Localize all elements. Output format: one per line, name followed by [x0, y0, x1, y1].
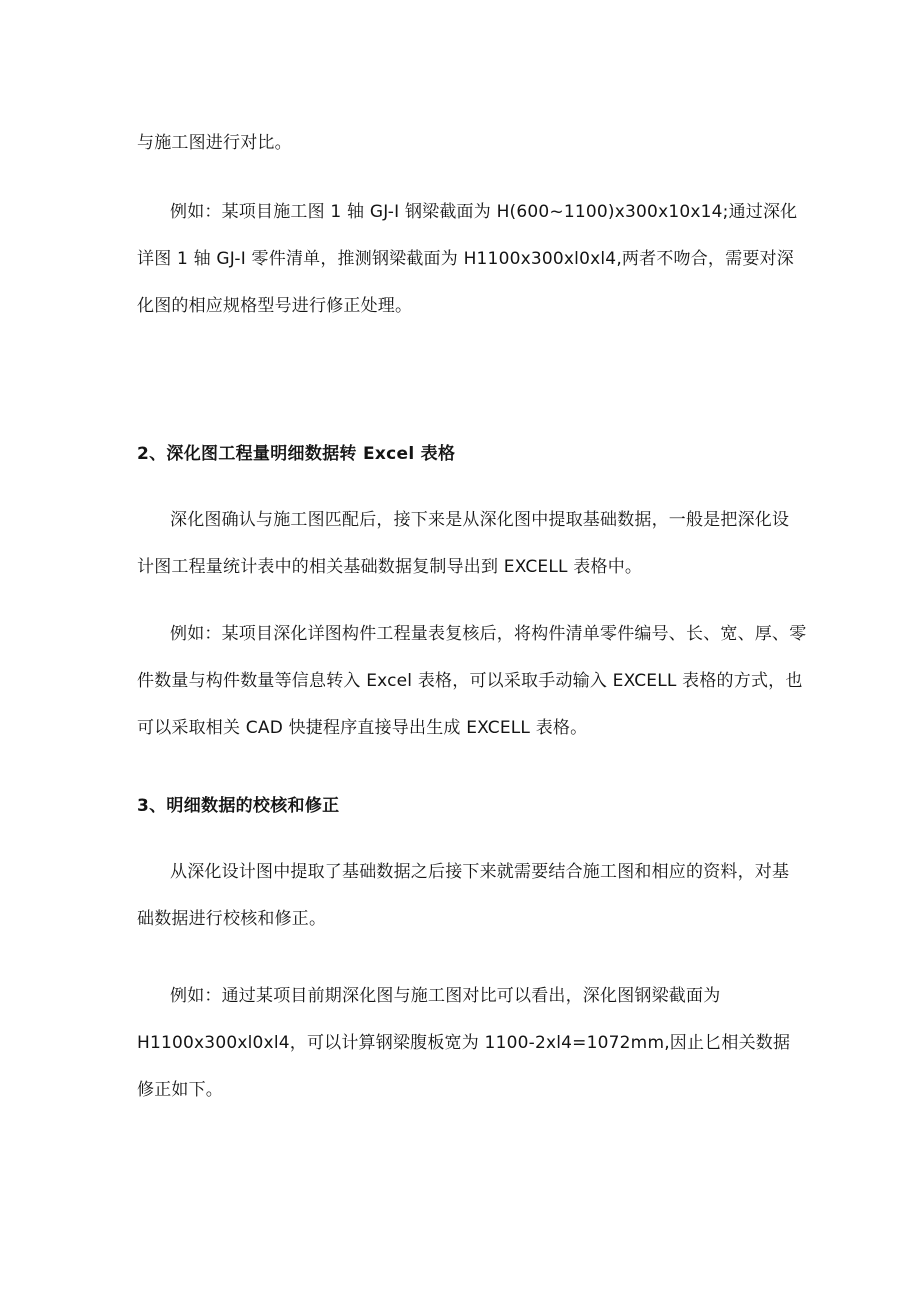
text-line: 从深化设计图中提取了基础数据之后接下来就需要结合施工图和相应的资料，对基	[170, 862, 790, 882]
section-heading: 2、深化图工程量明细数据转 Excel 表格	[137, 444, 456, 464]
text-line: 修正如下。	[137, 1080, 223, 1100]
text-line: 础数据进行校核和修正。	[137, 909, 327, 929]
text-line: 例如：某项目深化详图构件工程量表复核后，将构件清单零件编号、长、宽、厚、零	[170, 624, 807, 644]
text-line: 例如：某项目施工图 1 轴 GJ-I 钢梁截面为 H(600~1100)x300x10x14;通过深化	[170, 202, 798, 222]
text-line: 深化图确认与施工图匹配后，接下来是从深化图中提取基础数据，一般是把深化设	[170, 510, 790, 530]
text-line: 件数量与构件数量等信息转入 Excel 表格，可以采取手动输入 EXCELL 表格的方式，也	[137, 671, 803, 691]
text-line: 可以采取相关 CAD 快捷程序直接导出生成 EXCELL 表格。	[137, 718, 588, 738]
text-line: 化图的相应规格型号进行修正处理。	[137, 296, 413, 316]
text-line: 详图 1 轴 GJ-I 零件清单，推测钢梁截面为 H1100x300xl0xl4,两者不吻合，需要对深	[137, 249, 794, 269]
text-line: 例如：通过某项目前期深化图与施工图对比可以看出，深化图钢梁截面为	[170, 986, 721, 1006]
text-line: 与施工图进行对比。	[137, 133, 292, 153]
text-line: 计图工程量统计表中的相关基础数据复制导出到 EXCELL 表格中。	[137, 557, 643, 577]
section-heading: 3、明细数据的校核和修正	[137, 796, 340, 816]
text-line: H1100x300xl0xl4，可以计算钢梁腹板宽为 1100-2xl4=1072mm,因止匕相关数据	[137, 1033, 791, 1053]
